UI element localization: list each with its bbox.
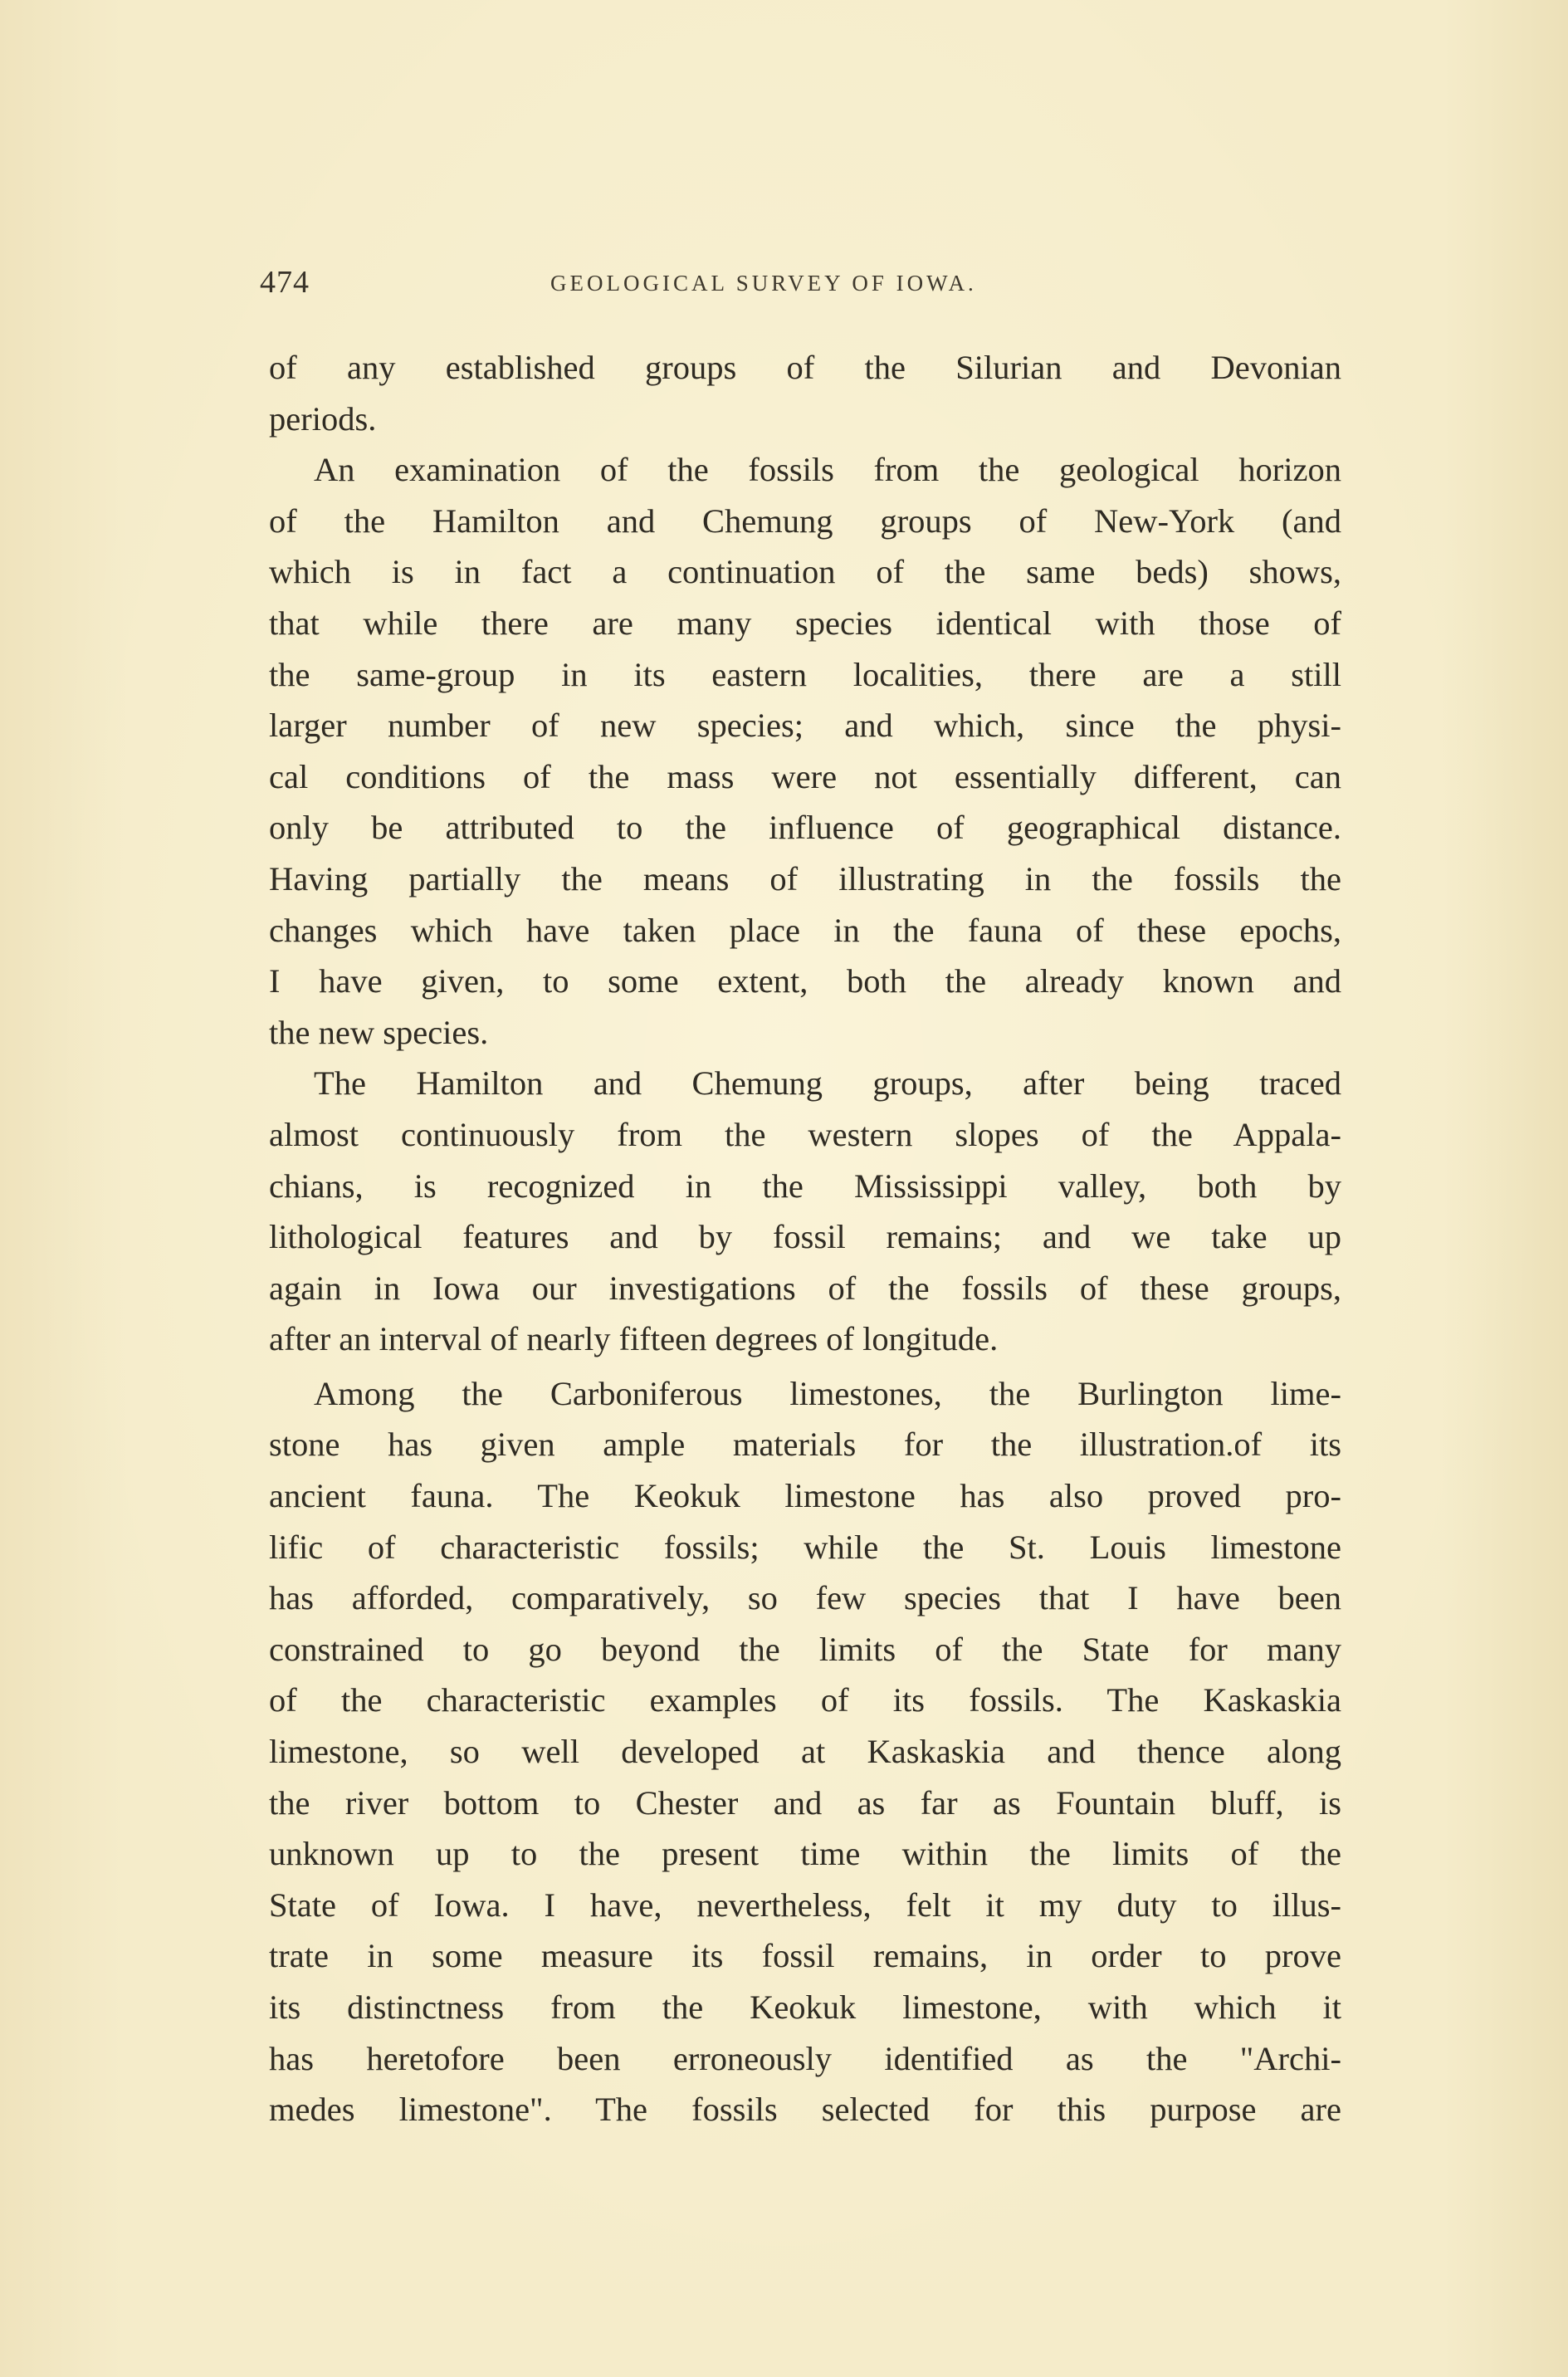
text-line: only be attributed to the influence of geographical distance.	[269, 809, 1341, 847]
text-line: periods.	[269, 399, 377, 438]
text-line: ancient fauna. The Keokuk limestone has also proved pro-	[269, 1477, 1341, 1515]
text-line: again in Iowa our investigations of the fossils of these groups,	[269, 1269, 1341, 1307]
text-line: Among the Carboniferous limestones, the Burlington lime-	[314, 1374, 1341, 1412]
text-line: of any established groups of the Silurian and Devonian	[269, 349, 1341, 386]
text-line: of the characteristic examples of its fossils. The Kaskaskia	[269, 1681, 1341, 1719]
text-line: of the Hamilton and Chemung groups of New-York (and	[269, 501, 1341, 540]
page-number: 474	[260, 265, 310, 300]
text-line: which is in fact a continuation of the same beds) shows,	[269, 553, 1341, 591]
text-line: constrained to go beyond the limits of the State for many	[269, 1630, 1341, 1668]
text-line: its distinctness from the Keokuk limestone, with which it	[269, 1988, 1341, 2026]
text-line: the new species.	[269, 1013, 489, 1051]
text-line: medes limestone". The fossils selected for this purpose are	[269, 2091, 1341, 2129]
text-line: has afforded, comparatively, so few species that I have been	[269, 1579, 1341, 1617]
text-line: after an interval of nearly fifteen degrees of longitude.	[269, 1320, 999, 1358]
text-line: State of Iowa. I have, nevertheless, felt it my duty to illus-	[269, 1885, 1341, 1924]
paragraph-2	[269, 444, 1341, 1058]
text-line: the river bottom to Chester and as far as Fountain bluff, is	[269, 1783, 1341, 1822]
text-line: stone has given ample materials for the illustration.of its	[269, 1426, 1341, 1464]
text-line: that while there are many species identical with those of	[269, 604, 1341, 642]
paragraph-1	[269, 342, 1341, 444]
text-line: limestone, so well developed at Kaskaskia and thence along	[269, 1733, 1341, 1771]
text-line: Having partially the means of illustrating in the fossils the	[269, 859, 1341, 897]
text-line: I have given, to some extent, both the already known and	[269, 962, 1341, 1000]
text-line: The Hamilton and Chemung groups, after being traced	[314, 1064, 1341, 1103]
text-line: larger number of new species; and which, since the physi-	[269, 707, 1341, 745]
text-line: almost continuously from the western slopes of the Appala-	[269, 1115, 1341, 1153]
text-line: trate in some measure its fossil remains, in order to prove	[269, 1937, 1341, 1975]
running-head	[260, 264, 1347, 306]
text-line: has heretofore been erroneously identified as the "Archi-	[269, 2039, 1341, 2077]
text-line: An examination of the fossils from the geological horizon	[314, 451, 1341, 489]
text-line: the same-group in its eastern localities, there are a still	[269, 655, 1341, 693]
text-line: cal conditions of the mass were not essentially different, can	[269, 757, 1341, 795]
text-line: lithological features and by fossil remains; and we take up	[269, 1218, 1341, 1256]
paragraph-4	[269, 1368, 1341, 2135]
text-line: chians, is recognized in the Mississippi valley, both by	[269, 1166, 1341, 1205]
text-line: changes which have taken place in the fauna of these epochs,	[269, 911, 1341, 949]
text-line: lific of characteristic fossils; while the St. Louis limestone	[269, 1528, 1341, 1566]
header-title: GEOLOGICAL SURVEY OF IOWA.	[550, 271, 977, 296]
body-text	[269, 342, 1341, 2135]
text-line: unknown up to the present time within the limits of the	[269, 1835, 1341, 1873]
paragraph-3	[269, 1058, 1341, 1365]
